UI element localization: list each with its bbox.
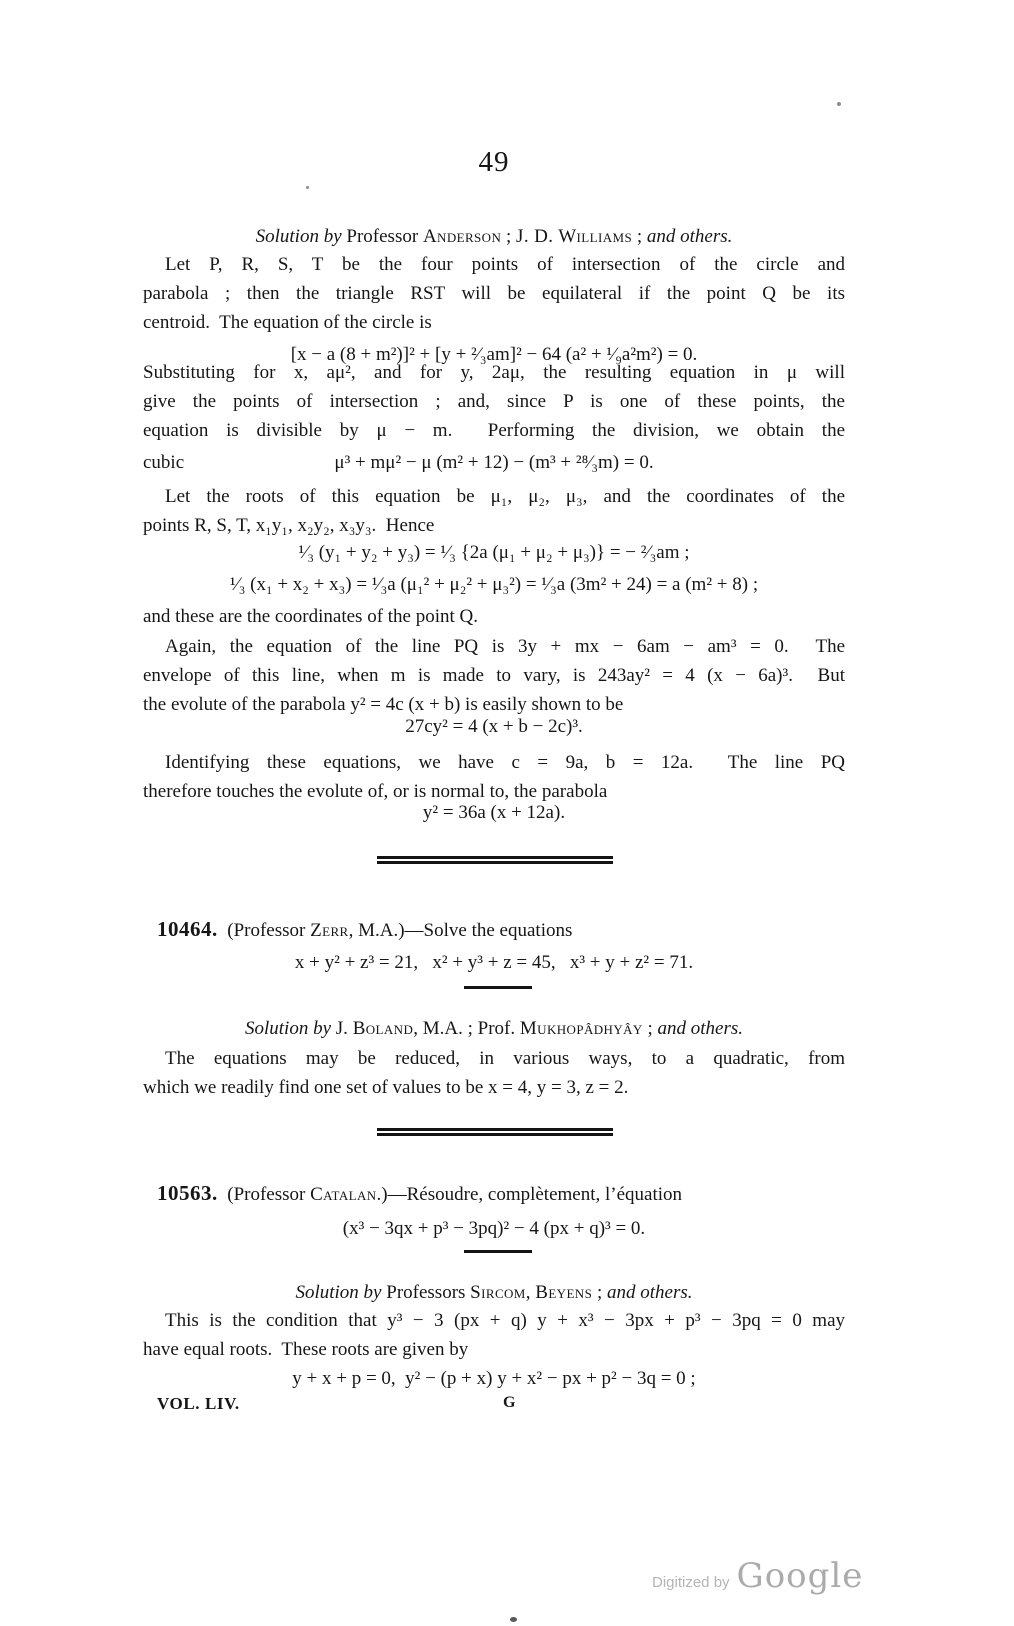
text-line: which we readily find one set of values to be x = 4, y = 3, z = 2. <box>143 1077 629 1098</box>
text-line: Let the roots of this equation be μ₁, μ₂, μ₃, and the coordinates of the <box>165 486 845 507</box>
solution-header-sircom <box>143 1278 845 1308</box>
scan-speck <box>837 102 841 106</box>
text-segment: .)—Résoudre, complètement, l’équation <box>376 1184 683 1205</box>
problem-heading-10563 <box>143 1178 859 1210</box>
equation-x-centroid: ¹⁄₃ (x₁ + x₂ + x₃) = ¹⁄₃a (μ₁² + μ₂² + μ₃²) = ¹⁄₃a (3m² + 24) = a (m² + 8) ; <box>229 574 759 595</box>
text-segment: Zerr <box>310 920 349 941</box>
solution-divider <box>464 1250 532 1253</box>
paragraph-substituting <box>143 358 845 445</box>
solution-header-boland <box>143 1014 845 1044</box>
text-line: Substituting for x, aμ², and for y, 2aμ, the resulting equation in μ will <box>143 362 845 383</box>
text-line: Let P, R, S, T be the four points of intersection of the circle and <box>165 254 845 275</box>
text-line: equation is divisible by μ − m. Performing the division, we obtain the <box>143 420 845 441</box>
text-line: centroid. The equation of the circle is <box>143 312 432 333</box>
text-segment: Solution by <box>255 226 347 247</box>
text-line: therefore touches the evolute of, or is normal to, the parabola <box>143 781 608 802</box>
text-segment: and others. <box>607 1282 693 1303</box>
text-segment: ; <box>501 226 517 247</box>
text-line: Again, the equation of the line PQ is 3y + mx − 6am − am³ = 0. The <box>165 636 845 657</box>
text-segment: Sircom <box>470 1282 526 1303</box>
text-segment: ; <box>632 226 647 247</box>
text-segment: ; <box>642 1018 658 1039</box>
text-segment: J. D. Williams <box>516 226 633 247</box>
text-segment: , M.A.)—Solve the equations <box>348 920 573 941</box>
text-line: the evolute of the parabola y² = 4c (x + b) is easily shown to be <box>143 694 624 715</box>
digitized-by-label: Digitized by <box>652 1574 730 1591</box>
text-segment: (Professor <box>217 1184 311 1205</box>
text-segment: Catalan <box>310 1184 377 1205</box>
text-line: parabola ; then the triangle RST will be equilateral if the point Q be its <box>143 283 845 304</box>
equation-final-parabola: y² = 36a (x + 12a). <box>422 802 566 823</box>
equation-10563: (x³ − 3qx + p³ − 3pq)² − 4 (px + q)³ = 0. <box>342 1218 646 1239</box>
equation-evolute: 27cy² = 4 (x + b − 2c)³. <box>405 716 583 737</box>
text-line: give the points of intersection ; and, since P is one of these points, the <box>143 391 845 412</box>
text-segment: 10464. <box>157 917 218 941</box>
equation-cubic: μ³ + mμ² − μ (m² + 12) − (m³ + ²⁸⁄₃m) = 0. <box>334 452 654 473</box>
text-segment: Professors <box>386 1282 471 1303</box>
equations-10464: x + y² + z³ = 21, x² + y³ + z = 45, x³ + y + z² = 71. <box>294 952 694 973</box>
problem-heading-10464 <box>143 914 859 946</box>
text-segment: and others. <box>646 226 733 247</box>
line-point-q: and these are the coordinates of the point Q. <box>143 606 479 627</box>
text-segment: , M.A. ; Prof. <box>413 1018 520 1039</box>
paragraph-envelope <box>143 632 845 719</box>
paragraph-10563-solution <box>143 1306 845 1364</box>
text-segment: Beyens <box>535 1282 593 1303</box>
text-segment: 10563. <box>157 1181 218 1205</box>
text-segment: Professor <box>346 226 423 247</box>
footer-volume: VOL. LIV. <box>157 1394 240 1413</box>
text-segment: Mukhopâdhyây <box>519 1018 643 1039</box>
cubic-equation-row <box>143 448 845 478</box>
text-segment: Boland <box>352 1018 414 1039</box>
google-logo: Google <box>736 1556 864 1596</box>
text-line: have equal roots. These roots are given by <box>143 1339 469 1360</box>
text-segment: and others. <box>657 1018 743 1039</box>
section-divider <box>377 856 613 864</box>
cubic-label: cubic <box>143 452 185 473</box>
text-line: The equations may be reduced, in various ways, to a quadratic, from <box>165 1048 845 1069</box>
text-segment: Anderson <box>422 226 502 247</box>
equation-circle: [x − a (8 + m²)]² + [y + ²⁄₃am]² − 64 (a² + ¹⁄₉a²m²) = 0. <box>290 344 698 365</box>
solution-divider <box>464 986 532 989</box>
scan-speck <box>306 186 309 189</box>
text-segment: Solution by <box>245 1018 336 1039</box>
paragraph-roots <box>143 482 845 540</box>
scan-speck <box>510 1617 517 1622</box>
paragraph-10464-solution <box>143 1044 845 1102</box>
section-divider <box>377 1128 613 1136</box>
equation-10563-roots: y + x + p = 0, y² − (p + x) y + x² − px + p² − 3q = 0 ; <box>292 1368 696 1389</box>
text-line: points R, S, T, x₁y₁, x₂y₂, x₃y₃. Hence <box>143 515 435 536</box>
text-segment: (Professor <box>217 920 311 941</box>
page-number: 49 <box>478 146 510 178</box>
equation-y-centroid: ¹⁄₃ (y₁ + y₂ + y₃) = ¹⁄₃ {2a (μ₁ + μ₂ + μ₃)} = − ²⁄₃am ; <box>298 542 690 563</box>
page-footer <box>143 1394 845 1418</box>
text-segment: Solution by <box>295 1282 387 1303</box>
solution-header-anderson <box>143 222 845 252</box>
text-segment: , <box>525 1282 536 1303</box>
text-line: Identifying these equations, we have c = 9a, b = 12a. The line PQ <box>165 752 845 773</box>
text-line: This is the condition that y³ − 3 (px + q) y + x³ − 3px + p³ − 3pq = 0 may <box>165 1310 845 1331</box>
footer-signature: G <box>503 1394 516 1411</box>
text-segment: J. <box>335 1018 353 1039</box>
text-segment: ; <box>592 1282 608 1303</box>
paragraph-intro <box>143 250 845 337</box>
google-watermark <box>652 1556 863 1596</box>
text-line: envelope of this line, when m is made to vary, is 243ay² = 4 (x − 6a)³. But <box>143 665 845 686</box>
